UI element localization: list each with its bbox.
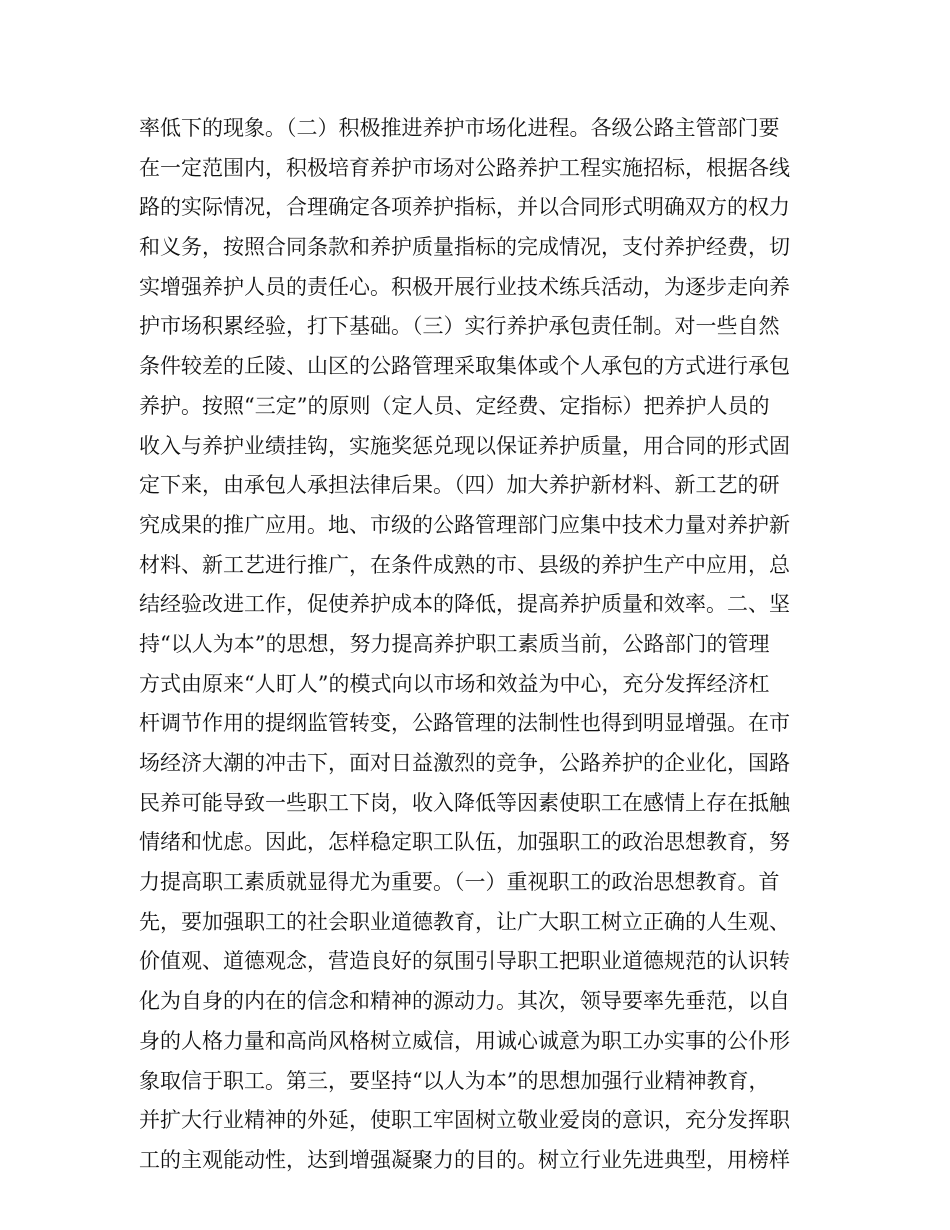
text-line: 先，要加强职工的社会职业道德教育，让广大职工树立正确的人生观、 [139,909,790,934]
text-line: 杆调节作用的提纲监管转变，公路管理的法制性也得到明显增强。在市 [139,711,790,736]
text-line: 化为自身的内在的信念和精神的源动力。其次，领导要率先垂范，以自 [139,989,790,1014]
text-line: 护市场积累经验，打下基础。（三）实行养护承包责任制。对一些自然 [139,314,780,339]
text-line: 结经验改进工作，促使养护成本的降低，提高养护质量和效率。二、坚 [139,592,790,617]
text-line: 身的人格力量和高尚风格树立威信，用诚心诚意为职工办实事的公仆形 [139,1028,790,1053]
text-line: 养护。按照“三定”的原则（定人员、定经费、定指标）把养护人员的 [139,393,770,418]
text-line: 并扩大行业精神的外延，使职工牢固树立敬业爱岗的意识，充分发挥职 [139,1108,790,1133]
text-line: 民养可能导致一些职工下岗，收入降低等因素使职工在感情上存在抵触 [139,790,790,815]
text-line: 场经济大潮的冲击下，面对日益激烈的竞争，公路养护的企业化，国路 [139,751,790,775]
text-line: 和义务，按照合同条款和养护质量指标的完成情况，支付养护经费，切 [139,235,790,260]
text-line: 材料、新工艺进行推广，在条件成熟的市、县级的养护生产中应用，总 [139,552,790,577]
text-line: 价值观、道德观念，营造良好的氛围引导职工把职业道德规范的认识转 [139,949,790,974]
text-line: 条件较差的丘陵、山区的公路管理采取集体或个人承包的方式进行承包 [139,354,790,379]
text-line: 情绪和忧虑。因此，怎样稳定职工队伍，加强职工的政治思想教育，努 [139,830,790,855]
text-line: 实增强养护人员的责任心。积极开展行业技术练兵活动，为逐步走向养 [139,274,790,299]
text-line: 持“以人为本”的思想，努力提高养护职工素质当前，公路部门的管理 [139,631,770,656]
text-line: 究成果的推广应用。地、市级的公路管理部门应集中技术力量对养护新 [139,512,790,537]
text-line: 在一定范围内，积极培育养护市场对公路养护工程实施招标，根据各线 [139,155,790,180]
text-line: 力提高职工素质就显得尤为重要。（一）重视职工的政治思想教育。首 [139,870,780,895]
text-line: 收入与养护业绩挂钩，实施奖惩兑现以保证养护质量，用合同的形式固 [139,433,790,458]
text-line: 路的实际情况，合理确定各项养护指标，并以合同形式明确双方的权力 [139,195,790,220]
text-line: 象取信于职工。第三，要坚持“以人为本”的思想加强行业精神教育， [139,1068,770,1093]
text-line: 方式由原来“人盯人”的模式向以市场和效益为中心，充分发挥经济杠 [139,671,770,696]
text-line: 工的主观能动性，达到增强凝聚力的目的。树立行业先进典型，用榜样 [139,1147,790,1172]
body-text [139,109,819,1181]
text-line: 率低下的现象。（二）积极推进养护市场化进程。各级公路主管部门要 [139,116,780,140]
text-line: 定下来，由承包人承担法律后果。（四）加大养护新材料、新工艺的研 [139,473,780,498]
